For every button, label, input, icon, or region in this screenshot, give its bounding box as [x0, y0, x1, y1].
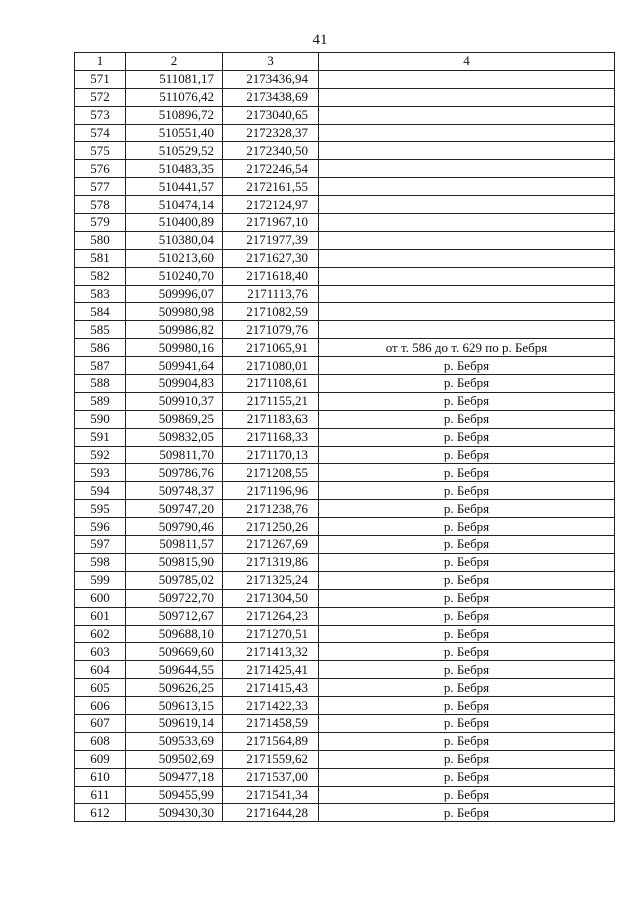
x-coordinate-cell: 509669,60 — [126, 643, 223, 661]
table-row — [75, 643, 615, 661]
point-number-cell: 604 — [75, 661, 126, 679]
description-cell: р. Бебря — [319, 482, 615, 500]
table-row — [75, 392, 615, 410]
description-cell — [319, 88, 615, 106]
point-number-cell: 611 — [75, 786, 126, 804]
x-coordinate-cell: 509941,64 — [126, 357, 223, 375]
column-header-x-coordinate: 2 — [126, 53, 223, 71]
y-coordinate-cell: 2171065,91 — [223, 339, 319, 357]
x-coordinate-cell: 509815,90 — [126, 553, 223, 571]
description-cell: р. Бебря — [319, 661, 615, 679]
x-coordinate-cell: 510240,70 — [126, 267, 223, 285]
table-row — [75, 536, 615, 554]
y-coordinate-cell: 2172328,37 — [223, 124, 319, 142]
table-row — [75, 428, 615, 446]
x-coordinate-cell: 509869,25 — [126, 410, 223, 428]
y-coordinate-cell: 2171108,61 — [223, 375, 319, 393]
y-coordinate-cell: 2171183,63 — [223, 410, 319, 428]
x-coordinate-cell: 509996,07 — [126, 285, 223, 303]
y-coordinate-cell: 2171079,76 — [223, 321, 319, 339]
y-coordinate-cell: 2171415,43 — [223, 679, 319, 697]
table-row — [75, 249, 615, 267]
table-row — [75, 446, 615, 464]
description-cell: р. Бебря — [319, 750, 615, 768]
point-number-cell: 574 — [75, 124, 126, 142]
point-number-cell: 593 — [75, 464, 126, 482]
table-row — [75, 124, 615, 142]
table-row — [75, 88, 615, 106]
x-coordinate-cell: 509786,76 — [126, 464, 223, 482]
table-row — [75, 500, 615, 518]
table-row — [75, 697, 615, 715]
table-row — [75, 321, 615, 339]
description-cell — [319, 214, 615, 232]
point-number-cell: 599 — [75, 571, 126, 589]
y-coordinate-cell: 2171977,39 — [223, 231, 319, 249]
column-header-y-coordinate: 3 — [223, 53, 319, 71]
table-row — [75, 196, 615, 214]
x-coordinate-cell: 510474,14 — [126, 196, 223, 214]
description-cell: р. Бебря — [319, 768, 615, 786]
point-number-cell: 588 — [75, 375, 126, 393]
description-cell: р. Бебря — [319, 375, 615, 393]
y-coordinate-cell: 2171967,10 — [223, 214, 319, 232]
x-coordinate-cell: 509904,83 — [126, 375, 223, 393]
x-coordinate-cell: 509619,14 — [126, 714, 223, 732]
table-body — [75, 70, 615, 821]
x-coordinate-cell: 511076,42 — [126, 88, 223, 106]
description-cell: р. Бебря — [319, 428, 615, 446]
y-coordinate-cell: 2171458,59 — [223, 714, 319, 732]
point-number-cell: 583 — [75, 285, 126, 303]
description-cell: от т. 586 до т. 629 по р. Бебря — [319, 339, 615, 357]
x-coordinate-cell: 509785,02 — [126, 571, 223, 589]
y-coordinate-cell: 2171250,26 — [223, 518, 319, 536]
y-coordinate-cell: 2171304,50 — [223, 589, 319, 607]
point-number-cell: 572 — [75, 88, 126, 106]
point-number-cell: 602 — [75, 625, 126, 643]
x-coordinate-cell: 509722,70 — [126, 589, 223, 607]
point-number-cell: 586 — [75, 339, 126, 357]
table-row — [75, 553, 615, 571]
description-cell — [319, 196, 615, 214]
description-cell — [319, 160, 615, 178]
table-row — [75, 142, 615, 160]
table-row — [75, 750, 615, 768]
table-row — [75, 375, 615, 393]
x-coordinate-cell: 509477,18 — [126, 768, 223, 786]
table-row — [75, 625, 615, 643]
column-header-description: 4 — [319, 53, 615, 71]
y-coordinate-cell: 2173436,94 — [223, 70, 319, 88]
y-coordinate-cell: 2171319,86 — [223, 553, 319, 571]
table-row — [75, 178, 615, 196]
point-number-cell: 578 — [75, 196, 126, 214]
description-cell: р. Бебря — [319, 732, 615, 750]
point-number-cell: 573 — [75, 106, 126, 124]
point-number-cell: 580 — [75, 231, 126, 249]
table-row — [75, 303, 615, 321]
description-cell — [319, 321, 615, 339]
x-coordinate-cell: 509712,67 — [126, 607, 223, 625]
point-number-cell: 597 — [75, 536, 126, 554]
y-coordinate-cell: 2171559,62 — [223, 750, 319, 768]
x-coordinate-cell: 509626,25 — [126, 679, 223, 697]
y-coordinate-cell: 2171082,59 — [223, 303, 319, 321]
table-row — [75, 804, 615, 822]
table-row — [75, 339, 615, 357]
point-number-cell: 585 — [75, 321, 126, 339]
y-coordinate-cell: 2171267,69 — [223, 536, 319, 554]
x-coordinate-cell: 510441,57 — [126, 178, 223, 196]
table-row — [75, 160, 615, 178]
description-cell — [319, 178, 615, 196]
y-coordinate-cell: 2172161,55 — [223, 178, 319, 196]
table-row — [75, 70, 615, 88]
x-coordinate-cell: 509811,70 — [126, 446, 223, 464]
table-row — [75, 732, 615, 750]
point-number-cell: 606 — [75, 697, 126, 715]
table-row — [75, 231, 615, 249]
point-number-cell: 582 — [75, 267, 126, 285]
y-coordinate-cell: 2171238,76 — [223, 500, 319, 518]
x-coordinate-cell: 509980,98 — [126, 303, 223, 321]
description-cell: р. Бебря — [319, 697, 615, 715]
description-cell — [319, 267, 615, 285]
table-row — [75, 679, 615, 697]
table-row — [75, 357, 615, 375]
point-number-cell: 577 — [75, 178, 126, 196]
description-cell: р. Бебря — [319, 643, 615, 661]
x-coordinate-cell: 509430,30 — [126, 804, 223, 822]
description-cell: р. Бебря — [319, 625, 615, 643]
point-number-cell: 590 — [75, 410, 126, 428]
point-number-cell: 594 — [75, 482, 126, 500]
point-number-cell: 596 — [75, 518, 126, 536]
description-cell: р. Бебря — [319, 357, 615, 375]
description-cell: р. Бебря — [319, 553, 615, 571]
table-row — [75, 482, 615, 500]
y-coordinate-cell: 2171264,23 — [223, 607, 319, 625]
table-row — [75, 464, 615, 482]
description-cell — [319, 70, 615, 88]
x-coordinate-cell: 510896,72 — [126, 106, 223, 124]
table-row — [75, 714, 615, 732]
x-coordinate-cell: 510483,35 — [126, 160, 223, 178]
y-coordinate-cell: 2171208,55 — [223, 464, 319, 482]
y-coordinate-cell: 2173040,65 — [223, 106, 319, 124]
description-cell: р. Бебря — [319, 536, 615, 554]
table-row — [75, 571, 615, 589]
table-row — [75, 518, 615, 536]
description-cell: р. Бебря — [319, 410, 615, 428]
table-row — [75, 661, 615, 679]
point-number-cell: 592 — [75, 446, 126, 464]
point-number-cell: 601 — [75, 607, 126, 625]
table-row — [75, 607, 615, 625]
y-coordinate-cell: 2171196,96 — [223, 482, 319, 500]
x-coordinate-cell: 509613,15 — [126, 697, 223, 715]
description-cell: р. Бебря — [319, 446, 615, 464]
description-cell: р. Бебря — [319, 464, 615, 482]
x-coordinate-cell: 509748,37 — [126, 482, 223, 500]
y-coordinate-cell: 2172246,54 — [223, 160, 319, 178]
table-row — [75, 768, 615, 786]
x-coordinate-cell: 510400,89 — [126, 214, 223, 232]
x-coordinate-cell: 510529,52 — [126, 142, 223, 160]
description-cell: р. Бебря — [319, 589, 615, 607]
point-number-cell: 603 — [75, 643, 126, 661]
point-number-cell: 576 — [75, 160, 126, 178]
table-row — [75, 410, 615, 428]
y-coordinate-cell: 2171155,21 — [223, 392, 319, 410]
x-coordinate-cell: 509910,37 — [126, 392, 223, 410]
point-number-cell: 589 — [75, 392, 126, 410]
description-cell: р. Бебря — [319, 500, 615, 518]
y-coordinate-cell: 2171080,01 — [223, 357, 319, 375]
point-number-cell: 609 — [75, 750, 126, 768]
point-number-cell: 608 — [75, 732, 126, 750]
table-header-row — [75, 53, 615, 71]
y-coordinate-cell: 2173438,69 — [223, 88, 319, 106]
y-coordinate-cell: 2171537,00 — [223, 768, 319, 786]
point-number-cell: 587 — [75, 357, 126, 375]
y-coordinate-cell: 2171113,76 — [223, 285, 319, 303]
description-cell — [319, 231, 615, 249]
x-coordinate-cell: 509644,55 — [126, 661, 223, 679]
x-coordinate-cell: 510213,60 — [126, 249, 223, 267]
point-number-cell: 600 — [75, 589, 126, 607]
description-cell: р. Бебря — [319, 804, 615, 822]
point-number-cell: 610 — [75, 768, 126, 786]
point-number-cell: 575 — [75, 142, 126, 160]
y-coordinate-cell: 2171627,30 — [223, 249, 319, 267]
description-cell: р. Бебря — [319, 392, 615, 410]
y-coordinate-cell: 2171422,33 — [223, 697, 319, 715]
x-coordinate-cell: 509811,57 — [126, 536, 223, 554]
x-coordinate-cell: 509688,10 — [126, 625, 223, 643]
description-cell: р. Бебря — [319, 518, 615, 536]
page-number: 41 — [312, 32, 328, 48]
x-coordinate-cell: 510551,40 — [126, 124, 223, 142]
x-coordinate-cell: 509502,69 — [126, 750, 223, 768]
table-row — [75, 786, 615, 804]
coordinates-table — [74, 52, 615, 822]
y-coordinate-cell: 2171168,33 — [223, 428, 319, 446]
x-coordinate-cell: 509986,82 — [126, 321, 223, 339]
point-number-cell: 581 — [75, 249, 126, 267]
point-number-cell: 571 — [75, 70, 126, 88]
description-cell: р. Бебря — [319, 714, 615, 732]
point-number-cell: 584 — [75, 303, 126, 321]
table-row — [75, 106, 615, 124]
description-cell — [319, 285, 615, 303]
y-coordinate-cell: 2171270,51 — [223, 625, 319, 643]
description-cell — [319, 249, 615, 267]
x-coordinate-cell: 509832,05 — [126, 428, 223, 446]
y-coordinate-cell: 2171413,32 — [223, 643, 319, 661]
point-number-cell: 612 — [75, 804, 126, 822]
table-row — [75, 214, 615, 232]
description-cell: р. Бебря — [319, 571, 615, 589]
y-coordinate-cell: 2171618,40 — [223, 267, 319, 285]
x-coordinate-cell: 509533,69 — [126, 732, 223, 750]
point-number-cell: 605 — [75, 679, 126, 697]
y-coordinate-cell: 2172340,50 — [223, 142, 319, 160]
description-cell: р. Бебря — [319, 679, 615, 697]
y-coordinate-cell: 2171541,34 — [223, 786, 319, 804]
y-coordinate-cell: 2171425,41 — [223, 661, 319, 679]
table-row — [75, 267, 615, 285]
x-coordinate-cell: 509790,46 — [126, 518, 223, 536]
y-coordinate-cell: 2171644,28 — [223, 804, 319, 822]
point-number-cell: 598 — [75, 553, 126, 571]
description-cell: р. Бебря — [319, 786, 615, 804]
y-coordinate-cell: 2171170,13 — [223, 446, 319, 464]
point-number-cell: 607 — [75, 714, 126, 732]
point-number-cell: 579 — [75, 214, 126, 232]
x-coordinate-cell: 509980,16 — [126, 339, 223, 357]
point-number-cell: 591 — [75, 428, 126, 446]
y-coordinate-cell: 2171325,24 — [223, 571, 319, 589]
table-row — [75, 285, 615, 303]
point-number-cell: 595 — [75, 500, 126, 518]
description-cell: р. Бебря — [319, 607, 615, 625]
x-coordinate-cell: 511081,17 — [126, 70, 223, 88]
table-row — [75, 589, 615, 607]
description-cell — [319, 142, 615, 160]
column-header-point-number: 1 — [75, 53, 126, 71]
description-cell — [319, 106, 615, 124]
x-coordinate-cell: 509747,20 — [126, 500, 223, 518]
x-coordinate-cell: 510380,04 — [126, 231, 223, 249]
y-coordinate-cell: 2171564,89 — [223, 732, 319, 750]
description-cell — [319, 303, 615, 321]
y-coordinate-cell: 2172124,97 — [223, 196, 319, 214]
x-coordinate-cell: 509455,99 — [126, 786, 223, 804]
description-cell — [319, 124, 615, 142]
